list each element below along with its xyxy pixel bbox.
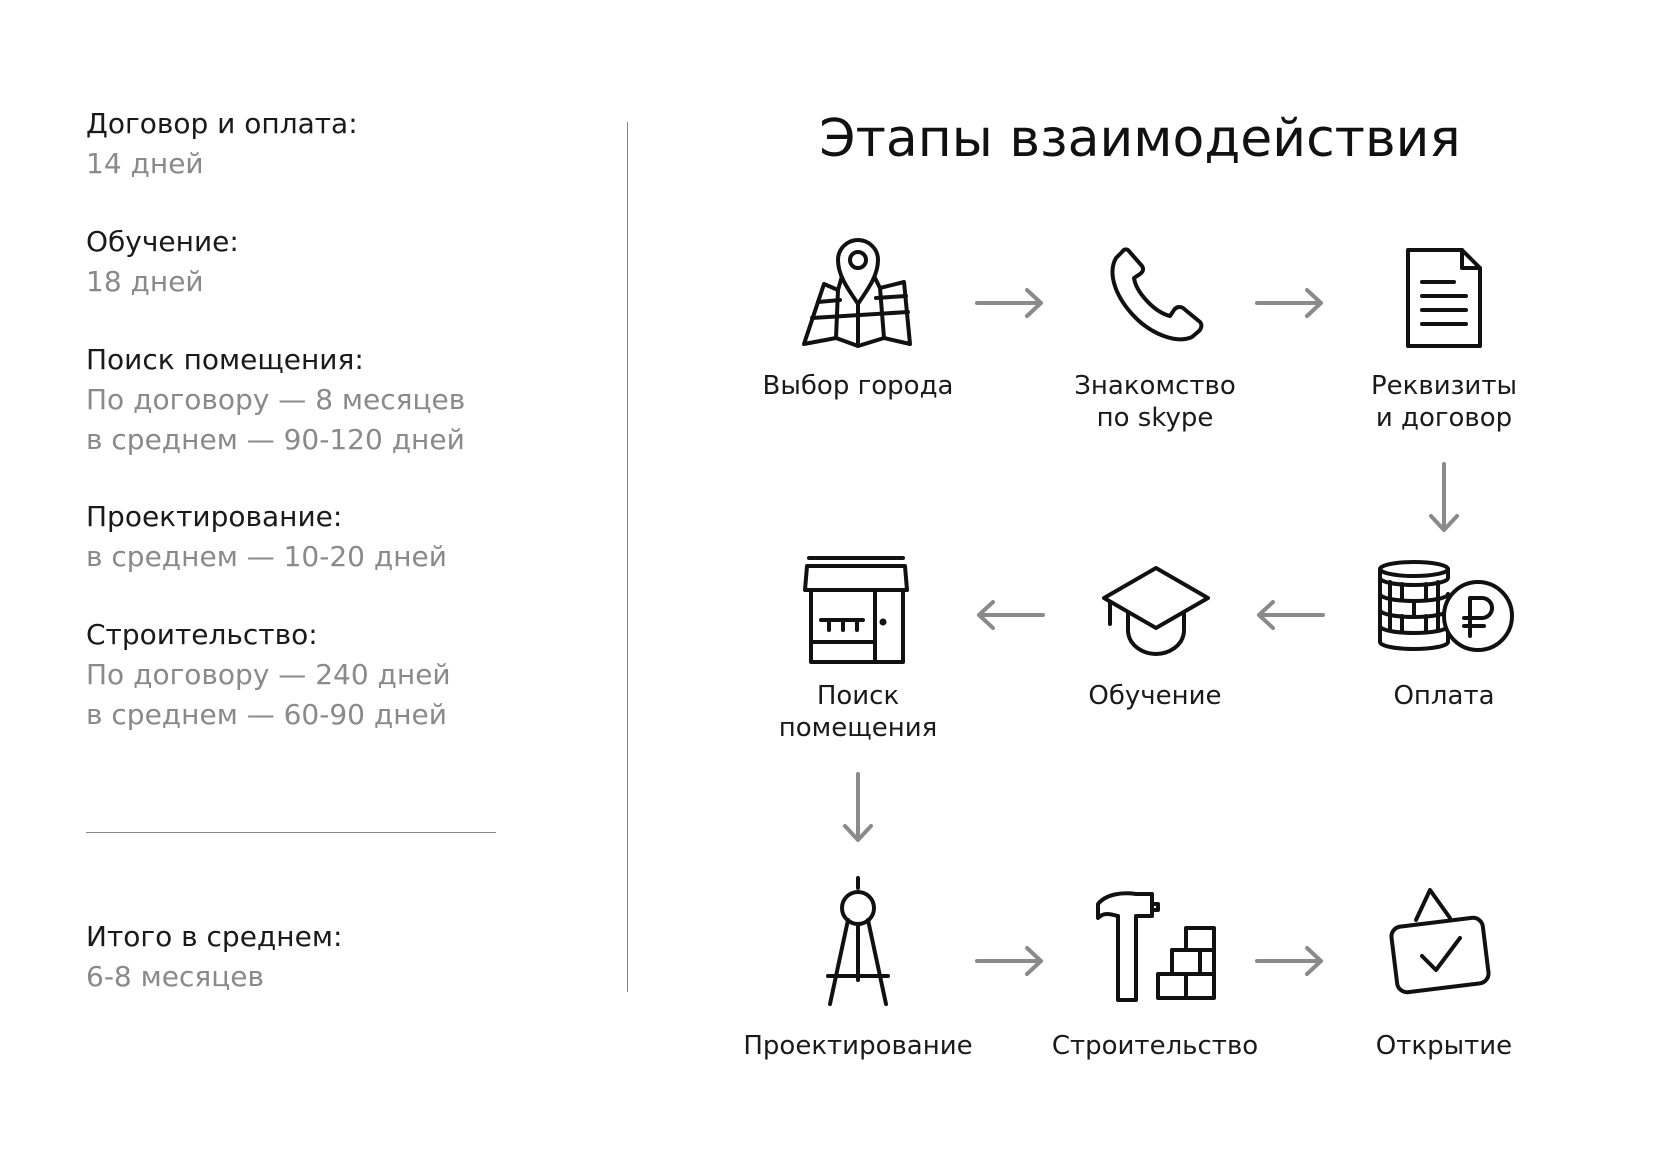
timeline-item-premises	[86, 340, 465, 460]
caption-line: по skype	[1096, 403, 1214, 433]
caption-line: Знакомство	[1074, 371, 1236, 401]
timeline-item-construction	[86, 615, 451, 735]
arrow-right-icon	[975, 288, 1045, 318]
phone-icon	[1106, 244, 1206, 344]
caption-line: Оплата	[1393, 681, 1495, 711]
caption-line: Выбор города	[762, 371, 954, 401]
timeline-label: Договор и оплата:	[86, 107, 358, 140]
arrow-left-icon	[975, 600, 1045, 630]
map-pin-icon	[798, 232, 918, 352]
storefront-icon	[805, 556, 909, 664]
timeline-value: 18 дней	[86, 265, 204, 298]
caption-line: Поиск	[816, 681, 900, 711]
arrow-right-icon	[1255, 946, 1325, 976]
arrow-left-icon	[1255, 600, 1325, 630]
open-sign-icon	[1388, 884, 1492, 998]
step-caption-training	[1005, 680, 1305, 712]
timeline-item-training	[86, 222, 239, 302]
page-title: Этапы взаимодействия	[819, 109, 1461, 169]
timeline-value: в среднем — 10-20 дней	[86, 540, 447, 573]
step-caption-construction	[1005, 1030, 1305, 1062]
step-caption-design	[708, 1030, 1008, 1062]
timeline-label: Обучение:	[86, 225, 239, 258]
step-caption-opening	[1294, 1030, 1594, 1062]
arrow-down-icon	[1428, 462, 1460, 534]
step-caption-payment	[1294, 680, 1594, 712]
step-caption-contract	[1294, 370, 1594, 434]
step-caption-skype	[1005, 370, 1305, 434]
total-value: 6-8 месяцев	[86, 960, 265, 993]
graduation-cap-icon	[1102, 566, 1210, 656]
timeline-value: 14 дней	[86, 147, 204, 180]
caption-line: Реквизиты	[1371, 371, 1517, 401]
timeline-label: Поиск помещения:	[86, 343, 364, 376]
arrow-down-icon	[842, 772, 874, 844]
timeline-total	[86, 917, 342, 997]
coins-ruble-icon	[1378, 560, 1516, 660]
timeline-value: По договору — 240 дней	[86, 658, 451, 691]
timeline-panel	[0, 0, 600, 1166]
timeline-item-design	[86, 497, 447, 577]
arrow-right-icon	[1255, 288, 1325, 318]
timeline-label: Проектирование:	[86, 500, 343, 533]
caption-line: и договор	[1375, 403, 1513, 433]
caption-line: Открытие	[1375, 1031, 1513, 1061]
total-label: Итого в среднем:	[86, 920, 343, 953]
timeline-value: в среднем — 90-120 дней	[86, 423, 465, 456]
caption-line: Проектирование	[743, 1031, 973, 1061]
compass-icon	[826, 876, 890, 1006]
caption-line: Обучение	[1088, 681, 1222, 711]
timeline-divider	[86, 832, 496, 833]
timeline-label: Строительство:	[86, 618, 318, 651]
timeline-item-contract	[86, 104, 358, 184]
timeline-value: в среднем — 60-90 дней	[86, 698, 447, 731]
caption-line: помещения	[778, 713, 938, 743]
hammer-bricks-icon	[1096, 890, 1216, 1002]
caption-line: Строительство	[1051, 1031, 1259, 1061]
arrow-right-icon	[975, 946, 1045, 976]
vertical-divider	[627, 122, 628, 992]
document-icon	[1406, 248, 1482, 348]
step-caption-city	[708, 370, 1008, 402]
step-caption-premises	[708, 680, 1008, 744]
timeline-value: По договору — 8 месяцев	[86, 383, 466, 416]
